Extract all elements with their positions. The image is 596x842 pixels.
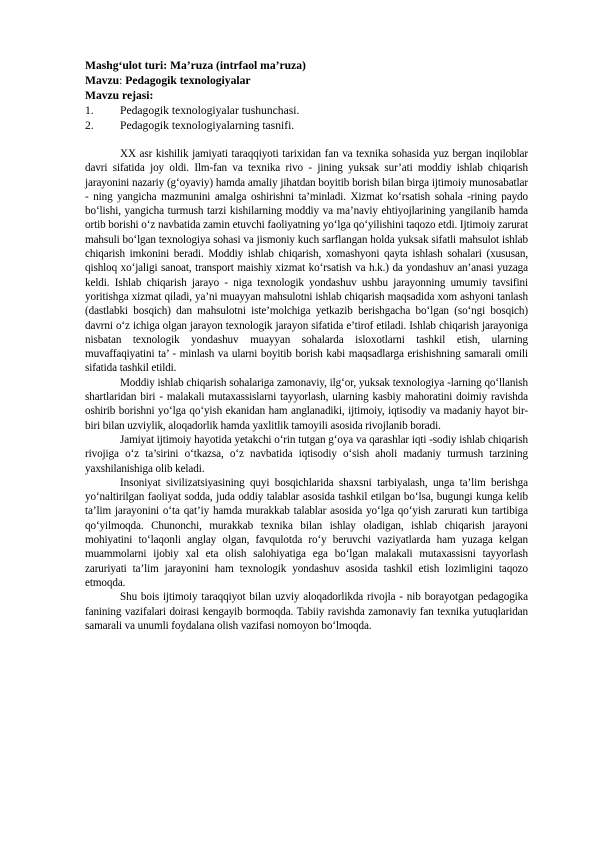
plan-item-text: Pedagogik texnologiyalar tushunchasi. — [120, 104, 300, 117]
body-paragraph: XX asr kishilik jamiyati taraqqiyoti tarixidan fan va texnika sohasida yuz bergan inqiloblar davri sifatida joy oldi. Ilm-fan va texnika rivo - jining yuksak sur’ati moddiy ishlab chiqarish jarayonini nazariy (g‘oyaviy) hamda amaliy jihatdan boyitib borish bilan birga ijtimoiy munosabatlar - ning yangicha mazmunini amalga oshirishni ta’minladi. Xizmat ko‘rsatish sohala -rining paydo bo‘lishi, yangicha turmush tarzi kishilarning moddiy va ma’naviy ehtiyojlarining yangilanib hamda ortib borishi o‘z navbatida zamin etuvchi faoliyatning yo‘lga qo‘yilishini taqozo etdi. Ijtimoiy zarurat mahsuli bo‘lgan texnologiya sohasi va jismoniy kuch sarflangan holda yuksak sifatli mahsulot ishlab chiqarish imkonini beradi. Moddiy ishlab chiqarish, xomashyoni qayta ishlash sohalari (xususan, qishloq xo‘jaligi sanoat, transport maishiy xizmat ko‘rsatish va h.k.) da yondashuv an’anasi yuzaga keldi. Ishlab chiqarish jarayo - niga texnologik yondashuv ushbu jarayonning umumiy tavsifini yoritishga xizmat qiladi, ya’ni muayyan mahsulotni ishlab chiqarish maqsadida xom ashyoni tanlash (dastlabki bosqich) dan mahsulotni iste’molchiga yetkazib berishgacha bo‘lgan (so‘ngi bosqich) davrni o‘z ichiga olgan jarayon texnologik jarayon sifatida e’tirof etiladi. Ishlab chiqarish jarayoniga nisbatan texnologik yondashuv muayyan sohalarda isloxotlarni tashkil etish, ularning muvaffaqiyatini ta’ - minlash va ularni boyitib borish kabi maqsadlarga erishishning samarali omili sifatida tashkil etildi. — [85, 148, 528, 375]
body-paragraph: Insoniyat sivilizatsiyasining quyi bosqichlarida shaxsni tarbiyalash, unga ta’lim berishga yo‘naltirilgan faoliyat sodda, juda oddiy talablar asosida tashkil etilgan bo‘lsa, bugungi kunga kelib ta’lim jarayonini o‘ta qat’iy hamda murakkab talablar asosida yo‘lga qo‘yish zarurati kun tartibiga qo‘yilmoqda. Chunonchi, murakkab texnika bilan ishlay oladigan, ishlab chiqarish jarayoni mohiyatini to‘laqonli anglay olgan, favqulotda ro‘y beruvchi vaziyatlarda ham yuzaga kelgan muammolarni ijobiy xal eta olish salohiyatiga ega bo‘lgan malakali mutaxassisni tayyorlash zaruriyati ta’lim jarayonini ham texnologik yondashuv asosida tashkil etish lozimligini taqozo etmoqda. — [85, 476, 528, 589]
body-paragraph: Shu bois ijtimoiy taraqqiyot bilan uzviy aloqadorlikda rivojla - nib borayotgan pedagogika fanining vazifalari doirasi kengayib bormoqda. Tabiiy ravishda zamonaviy fan texnika yutuqlaridan samarali va unumli foydalana olish vazifasi nomoyon bo‘lmoqda. — [85, 591, 528, 632]
plan-item-number: 2. — [85, 119, 94, 132]
body-paragraph: Jamiyat ijtimoiy hayotida yetakchi o‘rin tutgan g‘oya va qarashlar iqti -sodiy ishlab chiqarish rivojiga o‘z ta’sirini o‘tkazsa, o‘z navbatida iqtisodiy o‘sish aholi madaniy turmush tarzining yaxshilanishiga olib keladi. — [85, 433, 528, 475]
plan-item-text: Pedagogik texnologiyalarning tasnifi. — [120, 119, 295, 132]
topic-separator: : — [119, 74, 126, 87]
session-type-value: Ma’ruza (intrfaol ma’ruza) — [167, 59, 306, 72]
plan-item — [85, 118, 528, 133]
body-text — [85, 147, 528, 633]
plan-item-number: 1. — [85, 104, 94, 117]
plan-heading: Mavzu rejasi: — [85, 89, 154, 102]
topic-line — [85, 73, 528, 88]
topic-value: Pedagogik texnologiyalar — [125, 74, 251, 87]
session-type-line — [85, 58, 528, 73]
plan-list — [85, 103, 528, 133]
session-type-label: Mashg‘ulot turi: — [85, 59, 168, 72]
plan-item — [85, 103, 528, 118]
topic-label: Mavzu — [85, 74, 120, 87]
document-page — [85, 58, 528, 633]
body-paragraph: Moddiy ishlab chiqarish sohalariga zamonaviy, ilg‘or, yuksak texnologiya -larning qo‘llanish shartlaridan biri - malakali mutaxassislarni tayyorlash, ularning kasbiy mahoratini doimiy ravishda oshirib borishni yo‘lga qo‘yish ekanidan ham anglanadiki, ijtimoiy, iqtisodiy va madaniy hayot bir-biri bilan uzviylik, aloqadorlik hamda yaxlitlik tamoyili asosida rivojlanib boradi. — [85, 376, 528, 432]
